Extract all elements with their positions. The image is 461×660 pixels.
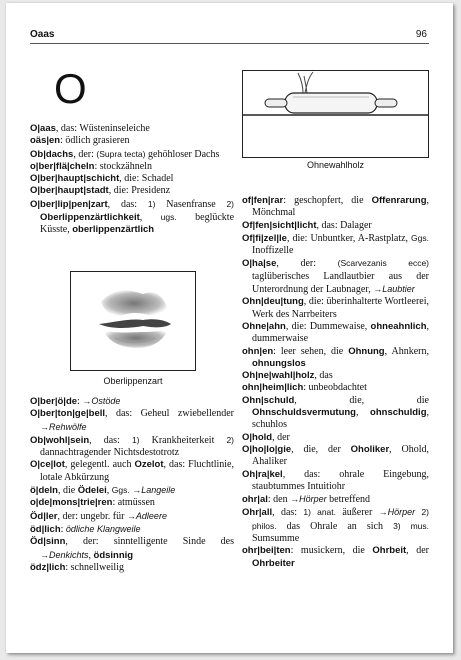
- entry-text: Sumsumme: [252, 533, 300, 545]
- entry-headword: Ohn|deu|tung: [242, 296, 304, 308]
- entry-text: 1) anat.: [303, 507, 336, 518]
- entry-headword: Ozelot: [134, 459, 164, 471]
- entry-text: :: [77, 396, 83, 407]
- entry-headword: Ödelei: [77, 485, 107, 497]
- entry-text: äußerer: [336, 507, 379, 519]
- dictionary-entry: [30, 395, 234, 408]
- lips-illustration: [70, 271, 196, 371]
- entry-text: , die: Dummewaise,: [285, 320, 371, 332]
- rolling-pin-illustration: [242, 70, 429, 158]
- page-header: [30, 25, 429, 44]
- dictionary-entry: [242, 257, 429, 296]
- dictionary-entry: [30, 523, 234, 536]
- entry-text: gehöhloser Dachs: [145, 148, 220, 160]
- dictionary-page: [6, 3, 453, 653]
- entry-headword: Ob|wohl|sein: [30, 434, 90, 446]
- entry-text: , schuhlos: [252, 407, 429, 431]
- entry-text: betreffend: [326, 494, 371, 506]
- rolling-pin-caption: Ohnewahlholz: [306, 160, 365, 170]
- entry-headword: ohneahnlich: [370, 320, 427, 332]
- entry-text: ,: [355, 407, 371, 419]
- entry-text: : atmüssen: [112, 497, 155, 509]
- entry-headword: o|de|mons|trie|ren: [30, 497, 113, 509]
- entry-text: →Hörper: [378, 507, 416, 518]
- dictionary-entry: [242, 545, 429, 570]
- dictionary-entry: [242, 506, 429, 545]
- entry-text: ugs.: [160, 212, 177, 223]
- entry-headword: O|ber|lip|pen|zart: [30, 198, 108, 210]
- entry-headword: O|ber|haupt|schicht: [30, 173, 120, 185]
- entry-headword: ödsinnig: [93, 549, 134, 561]
- dictionary-entry: [30, 123, 234, 135]
- entry-text: , gelegentl. auch: [64, 459, 135, 471]
- entry-headword: Ohn|schuld: [242, 394, 295, 406]
- page-number: 96: [415, 29, 427, 40]
- dictionary-entry: [242, 493, 429, 506]
- entry-text: : leer sehen, die: [273, 345, 349, 357]
- dictionary-entry: [242, 432, 429, 444]
- entry-text: , Ohold, Ahaliker: [252, 443, 429, 468]
- entry-text: : ödlich grasieren: [60, 135, 130, 147]
- entry-headword: oberlippenzärtlich: [72, 224, 155, 236]
- entry-text: , die: [58, 485, 78, 497]
- dictionary-entry: [30, 161, 234, 173]
- left-column-bottom: [30, 395, 234, 574]
- entry-text: : stockzähneln: [94, 160, 152, 172]
- dictionary-entry: [30, 459, 234, 484]
- entry-headword: Ohr|all: [242, 507, 273, 519]
- entry-headword: ohnungslos: [252, 357, 306, 369]
- entry-headword: öd|lich: [30, 523, 61, 535]
- entry-text: Ggs.: [411, 232, 429, 243]
- entry-headword: Ohrbeiter: [252, 557, 295, 569]
- entry-text: , Ahnkern,: [384, 345, 429, 357]
- entry-headword: ohnschuldig: [370, 407, 427, 419]
- dictionary-entry: [242, 382, 429, 394]
- entry-text: 3) mus.: [393, 520, 429, 531]
- entry-headword: O|ber|ö|de: [30, 396, 78, 407]
- dictionary-entry: [30, 562, 234, 574]
- dictionary-entry: [242, 232, 429, 258]
- dictionary-entry: [242, 321, 429, 346]
- dictionary-entry: [30, 497, 234, 509]
- entry-text: ödliche Klangweile: [65, 523, 141, 534]
- entry-text: , der:: [73, 148, 97, 160]
- entry-text: , das:: [272, 507, 304, 519]
- entry-text: →Rehwölfe: [40, 421, 87, 432]
- entry-headword: O|ha|se: [242, 258, 277, 270]
- right-column: [242, 195, 429, 570]
- entry-text: : schnellweilig: [65, 561, 124, 573]
- entry-text: →Langeile: [132, 485, 176, 496]
- entry-headword: Of|fi|zel|le: [242, 232, 287, 244]
- dictionary-entry: [30, 434, 234, 460]
- entry-headword: ohn|heim|lich: [242, 382, 304, 394]
- entry-headword: Of|fen|sicht|licht: [242, 219, 317, 231]
- dictionary-entry: [30, 408, 234, 434]
- entry-text: , das: ohrale Eingebung, staubtummes Intuitiohr: [252, 468, 429, 492]
- entry-headword: Oh|ra|kel: [242, 468, 283, 480]
- entry-headword: Oholiker: [350, 443, 390, 455]
- entry-text: , das:: [89, 434, 132, 446]
- entry-text: →Adleere: [126, 510, 167, 521]
- entry-text: Ggs.: [111, 485, 130, 496]
- entry-text: Nasenfranse: [155, 198, 227, 210]
- entry-headword: O|ce|lot: [30, 459, 65, 471]
- entry-headword: O|ber|ton|ge|bell: [30, 408, 106, 420]
- dictionary-entry: [242, 346, 429, 371]
- entry-text: , das: Wüsteninseleiche: [55, 123, 150, 134]
- entry-headword: of|fen|rar: [242, 195, 284, 206]
- entry-headword: O|hold: [242, 431, 273, 443]
- entry-headword: ohn|en: [242, 345, 274, 357]
- section-letter: O: [54, 65, 87, 112]
- entry-headword: Ohrbeit: [372, 545, 407, 557]
- entry-text: ,: [106, 485, 112, 497]
- entry-text: , die, der: [291, 443, 351, 455]
- entry-text: , das: Dalager: [316, 219, 372, 231]
- entry-headword: ödz|lich: [30, 561, 66, 573]
- dictionary-entry: [30, 185, 234, 197]
- entry-headword: Ohnung: [348, 345, 385, 357]
- entry-headword: Ohnschuldsvermutung: [252, 407, 356, 419]
- dictionary-entry: [30, 148, 234, 161]
- entry-text: →Laubtier: [373, 284, 415, 295]
- entry-text: , der: sinntelligente Sinde des: [65, 536, 234, 548]
- entry-headword: Ohne|ahn: [242, 320, 286, 332]
- lips-caption: Oberlippenzart: [103, 376, 163, 386]
- entry-text: , die, die: [294, 394, 429, 406]
- entry-text: , der:: [276, 258, 338, 270]
- entry-headword: Ob|dachs: [30, 148, 74, 160]
- entry-text: : unbeobdachtet: [303, 382, 367, 394]
- entry-text: : den: [267, 494, 291, 506]
- entry-headword: o|ber|flä|cheln: [30, 160, 95, 172]
- entry-text: , das: [314, 370, 333, 382]
- entry-headword: Oh|ne|wahl|holz: [242, 370, 315, 382]
- entry-headword: O|ber|haupt|stadt: [30, 185, 109, 197]
- dictionary-entry: [30, 484, 234, 497]
- entry-text: (Supra tecta): [96, 148, 146, 159]
- entry-text: , die: überinhalterte Wortleerei, Werk des Narrbeiters: [252, 296, 429, 320]
- entry-headword: Öd|sinn: [30, 536, 66, 548]
- entry-text: →Denkichts: [40, 549, 89, 560]
- dictionary-entry: [242, 296, 429, 321]
- entry-text: , die: Schadel: [119, 173, 174, 185]
- entry-text: dannachtragender Nichtsdestotrotz: [40, 447, 180, 459]
- entry-headword: O|ho|lo|gie: [242, 443, 292, 455]
- entry-text: beglückte Küsste,: [40, 212, 235, 236]
- entry-text: 2): [226, 434, 235, 445]
- entry-text: 1): [131, 434, 140, 445]
- entry-text: ,: [88, 549, 94, 561]
- dictionary-entry: [242, 370, 429, 382]
- entry-text: 2) philos.: [252, 507, 429, 531]
- header-guide-word: Oaas: [30, 29, 55, 40]
- entry-text: , dummerwaise: [252, 320, 429, 345]
- dictionary-entry: [242, 469, 429, 494]
- entry-headword: Öd|ler: [30, 510, 58, 522]
- entry-text: (Scarvezanis ecce): [337, 258, 430, 269]
- entry-text: : musickern, die: [290, 545, 373, 557]
- entry-text: Krankheiterkeit: [139, 434, 227, 446]
- entry-text: Inoffizelle: [252, 245, 294, 257]
- entry-text: →Ostöde: [82, 396, 121, 406]
- entry-text: , Mönchmal: [252, 195, 429, 219]
- entry-text: , die: Presidenz: [108, 185, 171, 197]
- entry-text: , die: Unbuntker, A-Rastplatz,: [286, 232, 412, 244]
- dictionary-entry: [30, 198, 234, 237]
- dictionary-entry: [30, 510, 234, 523]
- entry-text: das Ohrale an sich: [276, 520, 394, 532]
- dictionary-entry: [30, 173, 234, 185]
- entry-headword: O|aas: [30, 123, 56, 134]
- entry-text: taglüberisches Landlautbier aus der Unterordnung der Laubnager,: [252, 270, 429, 296]
- entry-text: , der: [272, 431, 290, 443]
- entry-headword: ö|deln: [30, 485, 58, 497]
- entry-text: , das: Fluchtlinie, lotale Abkürzung: [40, 459, 234, 483]
- entry-text: , der: [406, 545, 429, 557]
- entry-headword: Oberlippenzärtlichkeit: [40, 212, 140, 224]
- entry-text: :: [60, 523, 66, 535]
- dictionary-entry: [242, 195, 429, 220]
- entry-text: ,: [139, 212, 161, 224]
- entry-headword: Offenrarung: [371, 195, 427, 206]
- entry-text: 2): [226, 198, 235, 209]
- dictionary-entry: [30, 536, 234, 562]
- dictionary-entry: [242, 220, 429, 232]
- dictionary-entry: [30, 135, 234, 147]
- dictionary-entry: [242, 395, 429, 432]
- entry-text: 1): [147, 198, 156, 209]
- entry-text: , das:: [107, 198, 148, 210]
- entry-headword: ohr|al: [242, 494, 268, 506]
- entry-text: →Hörper: [290, 494, 327, 505]
- entry-headword: ohr|bei|ten: [242, 545, 291, 557]
- entry-text: , das: Geheul zwiebellender: [105, 408, 234, 420]
- left-column-top: [30, 123, 234, 237]
- entry-headword: oäs|en: [30, 135, 61, 147]
- entry-text: , der: ungebr. für: [57, 510, 127, 522]
- dictionary-entry: [242, 444, 429, 469]
- entry-text: : geschopfert, die: [283, 195, 372, 206]
